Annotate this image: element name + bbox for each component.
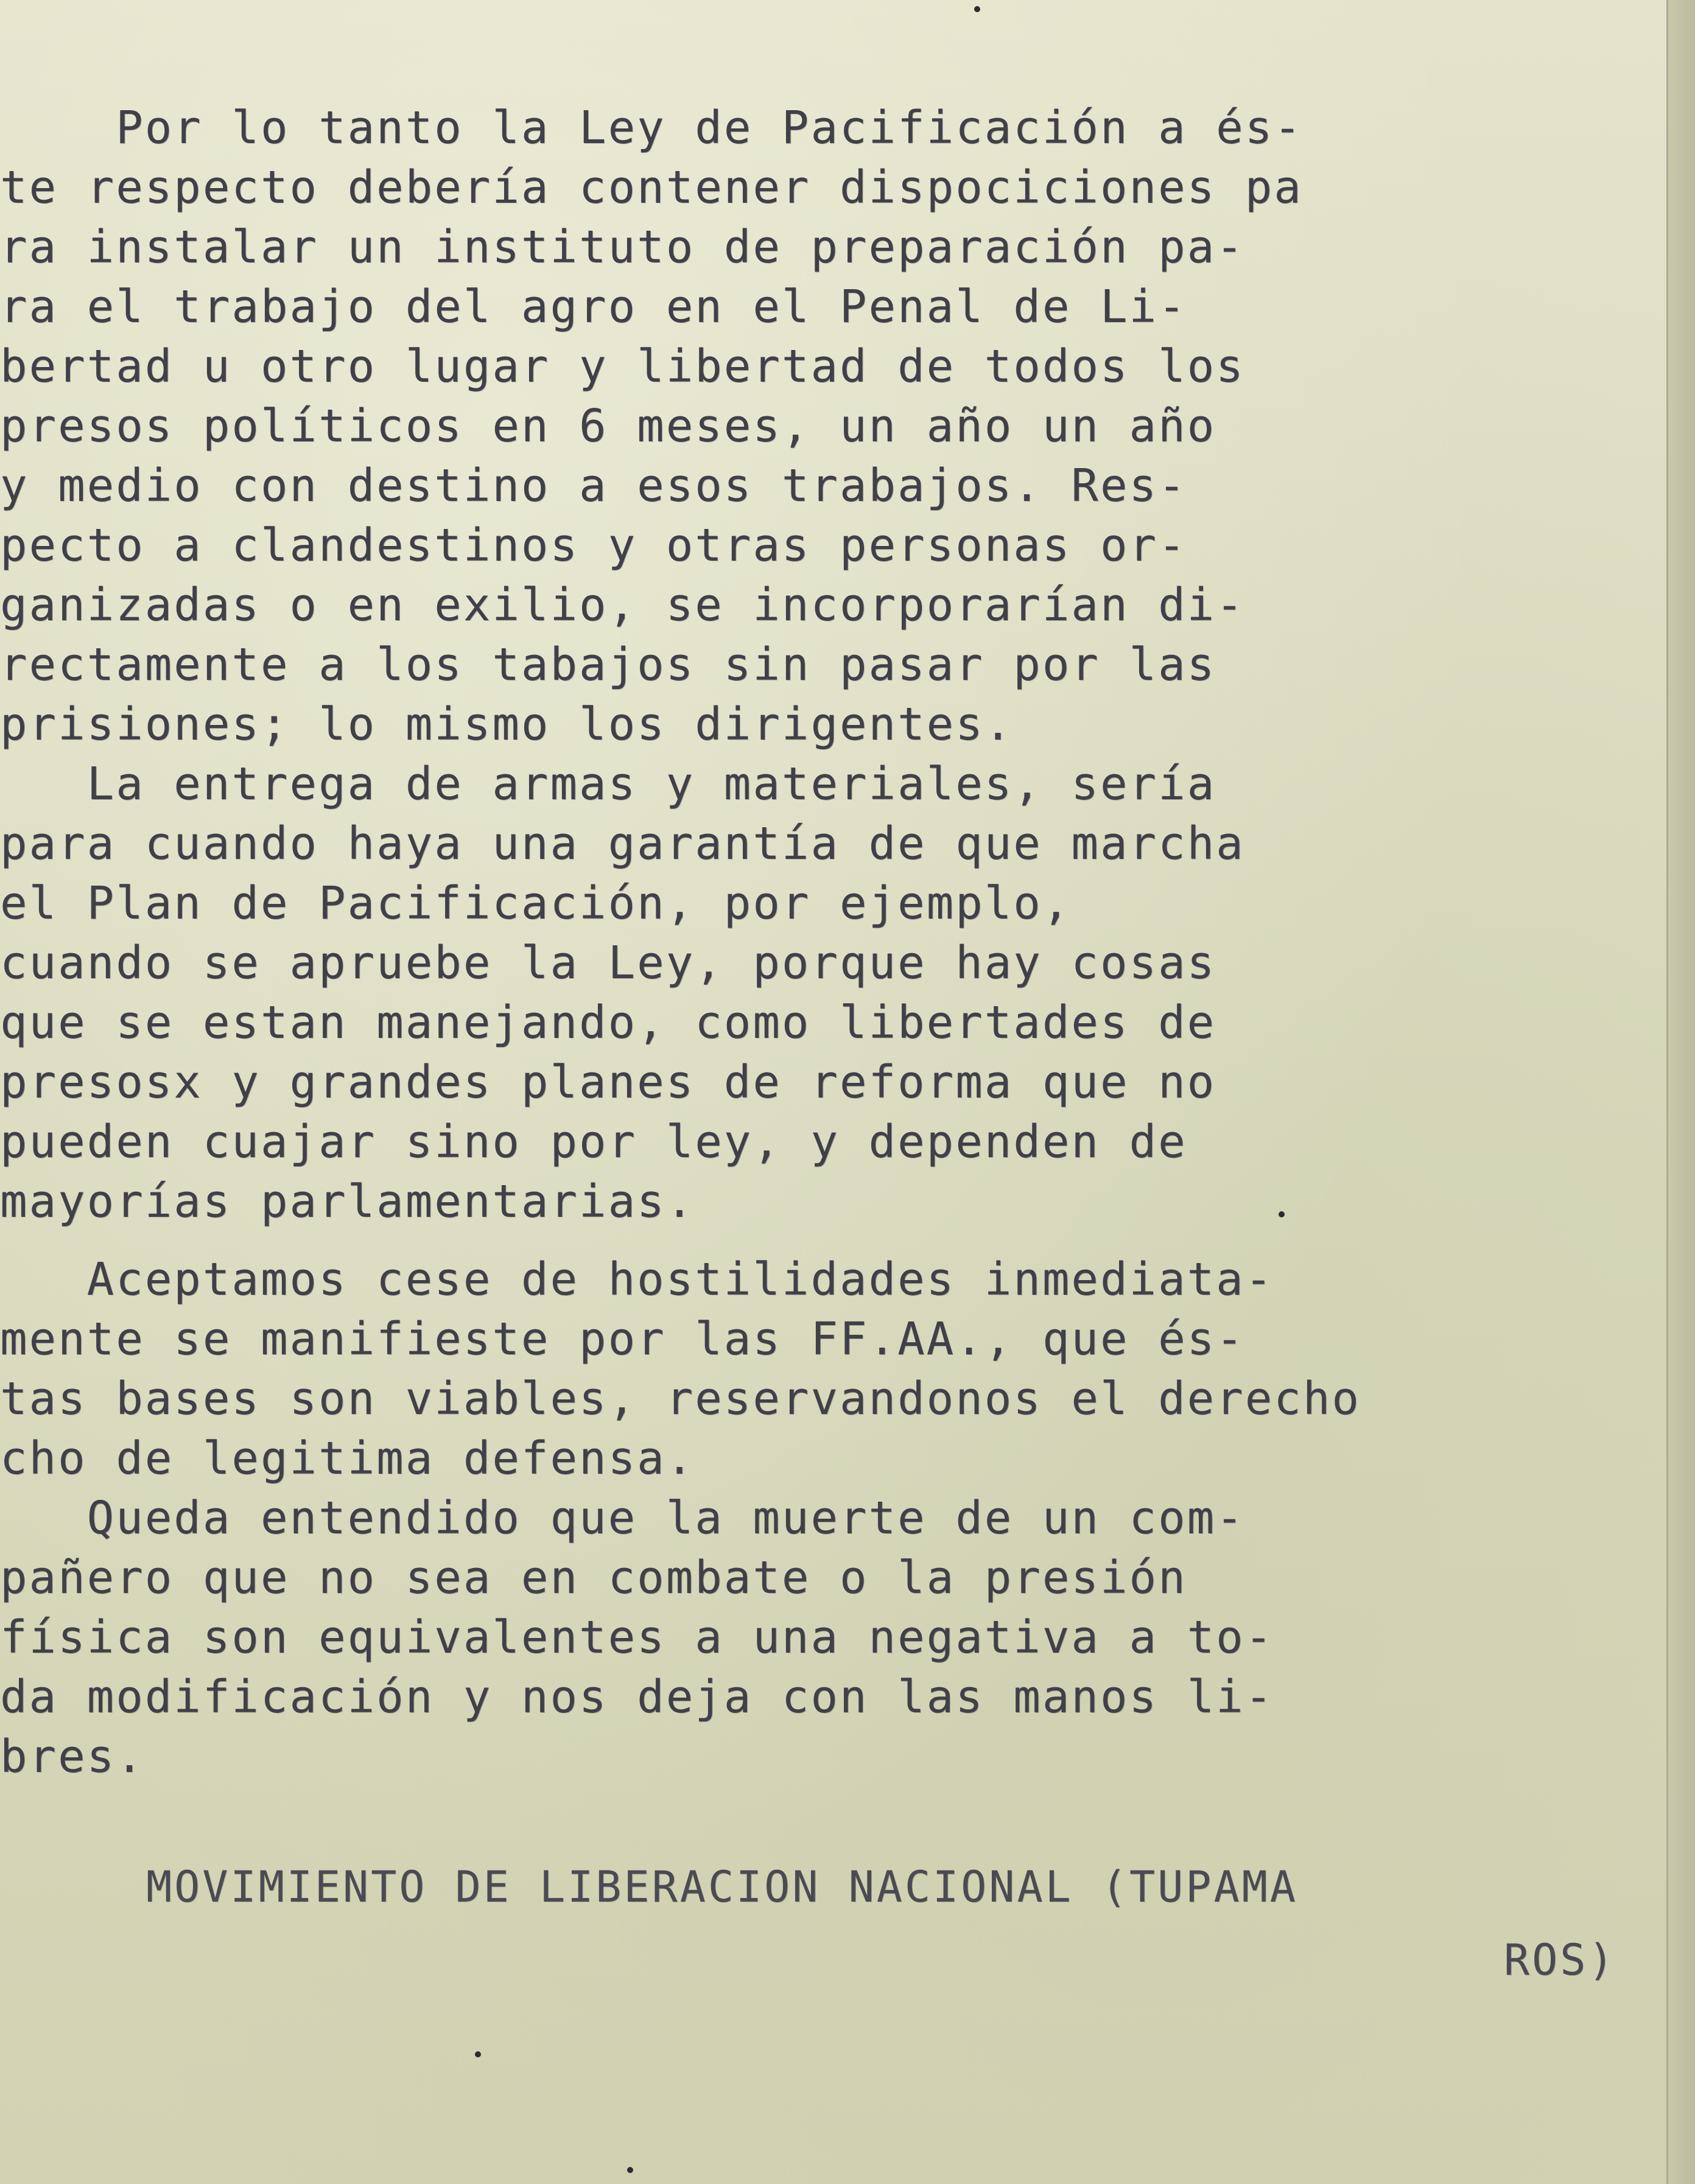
- text-line: pecto a clandestinos y otras personas or-: [0, 519, 1187, 572]
- text-line: pueden cuajar sino por ley, y dependen de: [0, 1116, 1187, 1168]
- text-line: ra el trabajo del agro en el Penal de Li-: [0, 281, 1187, 333]
- text-line: cuando se apruebe la Ley, porque hay cosas: [0, 937, 1216, 989]
- text-line: bertad u otro lugar y libertad de todos los: [0, 340, 1245, 393]
- text-line: mayorías parlamentarias.: [0, 1175, 695, 1228]
- ink-speck: [974, 6, 980, 12]
- text-line: el Plan de Pacificación, por ejemplo,: [0, 877, 1072, 929]
- text-line: mente se manifieste por las FF.AA., que és-: [0, 1313, 1245, 1365]
- text-line: tas bases son viables, reservandonos el derecho: [0, 1373, 1361, 1425]
- text-line: da modificación y nos deja con las manos li-: [0, 1671, 1274, 1723]
- text-line: pañero que no sea en combate o la presión: [0, 1552, 1187, 1604]
- text-line: te respecto debería contener dispociciones pa: [0, 161, 1303, 214]
- text-line: ganizadas o en exilio, se incorporarían di-: [0, 579, 1245, 631]
- text-line: rectamente a los tabajos sin pasar por las: [0, 639, 1216, 691]
- text-line: física son equivalentes a una negativa a to-: [0, 1611, 1274, 1664]
- signature-line: ROS): [1504, 1935, 1616, 1985]
- text-line: prisiones; lo mismo los dirigentes.: [0, 698, 1014, 751]
- text-line: Por lo tanto la Ley de Pacificación a és-: [0, 102, 1303, 154]
- text-line: para cuando haya una garantía de que marcha: [0, 817, 1245, 870]
- text-line: Aceptamos cese de hostilidades inmediata-: [0, 1253, 1274, 1306]
- text-line: y medio con destino a esos trabajos. Res-: [0, 460, 1187, 512]
- ink-speck: [627, 2167, 633, 2173]
- paper-edge: [1666, 0, 1695, 2184]
- text-line: que se estan manejando, como libertades de: [0, 996, 1216, 1049]
- text-line: presos políticos en 6 meses, un año un año: [0, 400, 1216, 452]
- text-line: La entrega de armas y materiales, sería: [0, 758, 1216, 810]
- ink-speck: [475, 2051, 481, 2057]
- text-line: cho de legitima defensa.: [0, 1432, 695, 1485]
- text-line: bres.: [0, 1731, 145, 1783]
- ink-speck: [1279, 1211, 1285, 1217]
- text-line: presosx y grandes planes de reforma que no: [0, 1056, 1216, 1108]
- signature-line: MOVIMIENTO DE LIBERACION NACIONAL (TUPAMA: [146, 1862, 1298, 1912]
- text-line: Queda entendido que la muerte de un com-: [0, 1492, 1245, 1544]
- text-line: ra instalar un instituto de preparación pa-: [0, 221, 1245, 273]
